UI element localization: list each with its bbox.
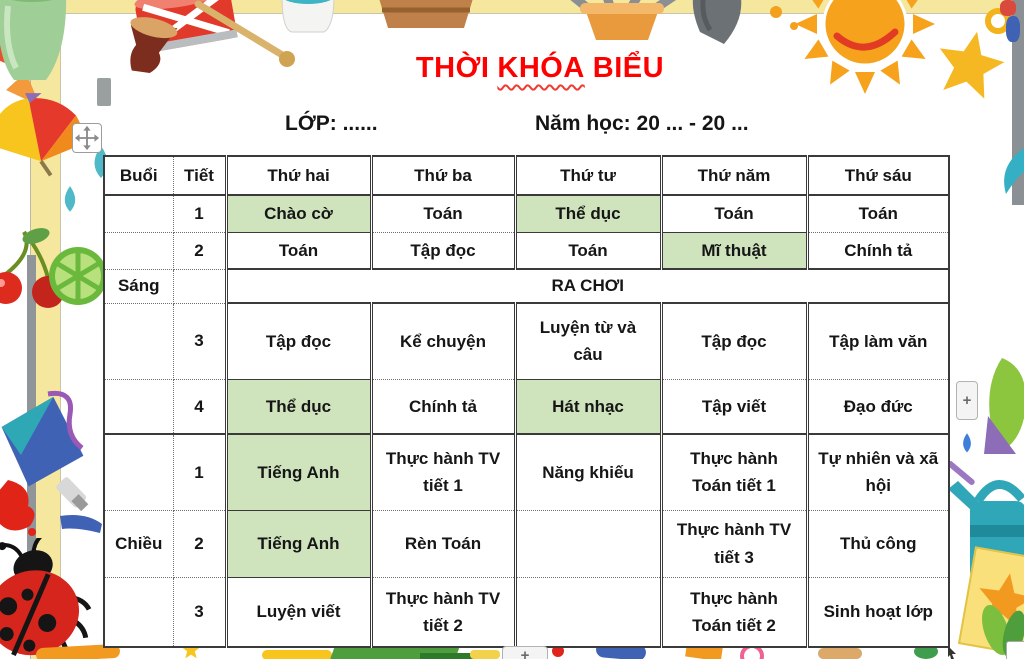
period-cell[interactable]: 1 [173,195,226,232]
session-cell[interactable] [104,434,173,510]
break-row [104,269,949,303]
corner-box[interactable] [1006,641,1024,659]
subject-cell[interactable]: Thể dục [226,379,371,434]
header-cell[interactable]: Thứ tư [515,156,661,195]
confetti-yellow [262,650,332,659]
paint-cup-icon [276,0,340,36]
table-row [104,434,949,510]
subject-cell[interactable]: Kể chuyện [371,303,515,379]
session-cell[interactable] [104,303,173,379]
subject-cell[interactable]: Hát nhạc [515,379,661,434]
subject-cell[interactable]: Toán [226,232,371,269]
header-cell[interactable]: Thứ sáu [807,156,949,195]
period-cell[interactable]: 1 [173,434,226,510]
header-cell[interactable]: Tiết [173,156,226,195]
period-cell[interactable]: 2 [173,510,226,577]
subject-cell[interactable]: Chính tả [807,232,949,269]
pot-stand-icon [97,78,111,106]
confetti-blue [1006,16,1020,42]
lime-icon [46,240,110,310]
table-row [104,379,949,434]
subject-cell[interactable]: Toán [371,195,515,232]
session-cell[interactable] [104,379,173,434]
plus-icon: + [962,392,972,409]
title-post: BIỂU [592,52,665,84]
subject-cell[interactable] [515,510,661,577]
subject-cell[interactable]: Toán [807,195,949,232]
subject-cell[interactable] [515,577,661,647]
session-cell[interactable] [104,232,173,269]
session-cell[interactable]: Sáng [104,269,173,303]
confetti-red [1000,0,1016,16]
session-cell[interactable] [104,577,173,647]
title-pre: THỜI [415,52,490,84]
subject-cell[interactable]: Đạo đức [807,379,949,434]
title-wavy-word: KHÓA [497,52,585,84]
subject-cell[interactable]: Toán [661,195,807,232]
break-cell[interactable]: RA CHƠI [226,269,949,303]
period-cell[interactable] [173,269,226,303]
basket-icon [366,0,486,34]
brush-cup-icon [550,0,690,42]
subject-cell[interactable]: Năng khiếu [515,434,661,510]
subject-cell[interactable]: Thể dục [515,195,661,232]
table-row [104,510,949,577]
subject-cell[interactable]: Tiếng Anh [226,510,371,577]
period-cell[interactable]: 4 [173,379,226,434]
water-drop-icon [958,432,976,456]
subject-cell[interactable]: Rèn Toán [371,510,515,577]
subject-cell[interactable]: Luyện từ và câu [515,303,661,379]
confetti-yellow [470,650,500,659]
table-row [104,303,949,379]
table-move-handle[interactable] [72,123,102,153]
timetable [103,155,950,648]
session-cell[interactable] [104,195,173,232]
teal-wave-icon [998,148,1024,196]
header-cell[interactable]: Thứ hai [226,156,371,195]
class-label[interactable]: LỚP: ...... [285,112,378,135]
subject-cell[interactable]: Thực hành Toán tiết 1 [661,434,807,510]
subject-cell[interactable]: Toán [515,232,661,269]
period-cell[interactable]: 2 [173,232,226,269]
confetti-dot [770,6,782,18]
subject-cell[interactable]: Sinh hoạt lớp [807,577,949,647]
subject-cell[interactable]: Tập viết [661,379,807,434]
subject-cell[interactable]: Tập đọc [226,303,371,379]
brush-pot-icon [0,0,74,97]
header-cell[interactable]: Thứ năm [661,156,807,195]
subject-cell[interactable]: Thủ công [807,510,949,577]
plus-icon: + [520,647,530,659]
table-header-row [104,156,949,195]
subject-cell[interactable]: Tiếng Anh [226,434,371,510]
insert-row-button[interactable] [956,381,978,420]
subject-cell[interactable]: Thực hành TV tiết 3 [661,510,807,577]
subject-cell[interactable]: Tập làm văn [807,303,949,379]
subject-cell[interactable]: Thực hành TV tiết 2 [371,577,515,647]
session-cell[interactable]: Chiều [104,510,173,577]
ladybug-icon [0,538,100,659]
period-cell[interactable]: 3 [173,577,226,647]
insert-column-button[interactable] [502,646,548,659]
page-title[interactable] [115,52,965,85]
subject-cell[interactable]: Tập đọc [661,303,807,379]
subject-cell[interactable]: Luyện viết [226,577,371,647]
subject-cell[interactable]: Thực hành Toán tiết 2 [661,577,807,647]
table-row [104,195,949,232]
subject-cell[interactable]: Chính tả [371,379,515,434]
subject-cell[interactable]: Chào cờ [226,195,371,232]
school-year-label[interactable]: Năm học: 20 ... - 20 ... [535,112,749,135]
table-row [104,577,949,647]
header-cell[interactable]: Buổi [104,156,173,195]
subject-cell[interactable]: Thực hành TV tiết 1 [371,434,515,510]
period-cell[interactable]: 3 [173,303,226,379]
gray-shape-icon [686,0,746,48]
header-cell[interactable]: Thứ ba [371,156,515,195]
move-icon [74,125,100,151]
water-drop-icon [58,186,82,215]
confetti-tan [818,648,862,659]
subject-cell[interactable]: Tập đọc [371,232,515,269]
cursor-icon [946,646,958,659]
subject-cell[interactable]: Mĩ thuật [661,232,807,269]
subject-cell[interactable]: Tự nhiên và xã hội [807,434,949,510]
table-row [104,232,949,269]
paint-splat-icon [0,476,38,538]
